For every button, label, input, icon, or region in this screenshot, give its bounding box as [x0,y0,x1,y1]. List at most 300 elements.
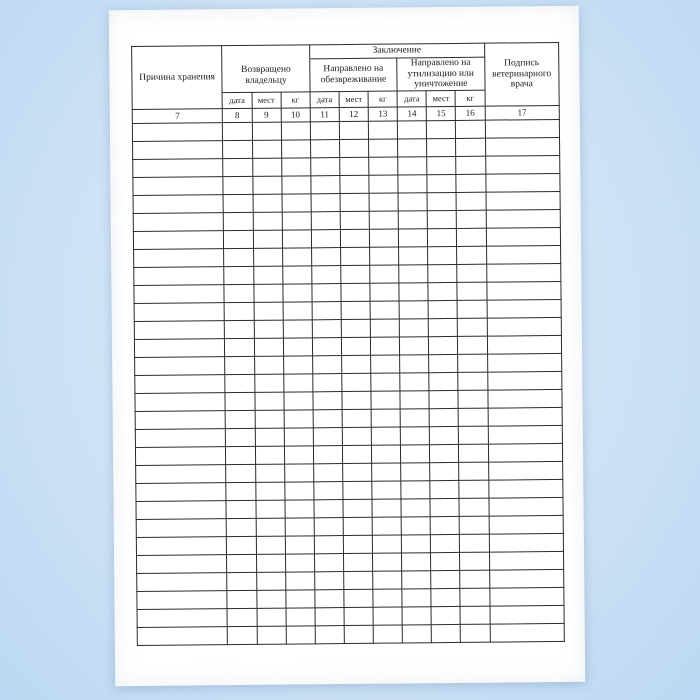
table-cell[interactable] [459,408,488,426]
table-cell[interactable] [369,157,398,175]
table-cell[interactable] [488,425,563,444]
table-cell[interactable] [487,299,562,318]
table-cell[interactable] [256,572,285,590]
table-cell[interactable] [489,569,564,588]
table-cell[interactable] [458,354,487,372]
table-cell[interactable] [135,447,226,466]
table-cell[interactable] [457,264,486,282]
table-cell[interactable] [427,174,456,192]
table-cell[interactable] [400,373,429,391]
table-cell[interactable] [254,392,283,410]
table-cell[interactable] [371,355,400,373]
table-cell[interactable] [343,481,372,499]
table-cell[interactable] [457,300,486,318]
table-cell[interactable] [344,607,373,625]
table-cell[interactable] [227,572,256,590]
table-cell[interactable] [257,626,286,644]
table-cell[interactable] [225,356,254,374]
table-cell[interactable] [400,427,429,445]
table-cell[interactable] [486,191,561,210]
table-cell[interactable] [342,391,371,409]
table-cell[interactable] [227,608,256,626]
table-cell[interactable] [457,246,486,264]
table-cell[interactable] [136,519,227,538]
table-cell[interactable] [252,122,281,140]
table-cell[interactable] [340,211,369,229]
table-cell[interactable] [370,337,399,355]
table-cell[interactable] [313,445,342,463]
table-cell[interactable] [223,122,252,140]
table-cell[interactable] [310,139,339,157]
table-cell[interactable] [456,120,485,138]
table-cell[interactable] [135,375,226,394]
table-cell[interactable] [133,177,224,196]
table-cell[interactable] [431,534,460,552]
table-cell[interactable] [314,553,343,571]
table-cell[interactable] [401,463,430,481]
table-cell[interactable] [400,337,429,355]
table-cell[interactable] [340,157,369,175]
table-cell[interactable] [341,301,370,319]
table-cell[interactable] [400,409,429,427]
table-cell[interactable] [372,517,401,535]
table-cell[interactable] [313,427,342,445]
table-cell[interactable] [282,248,311,266]
table-cell[interactable] [486,227,561,246]
table-cell[interactable] [339,121,368,139]
table-cell[interactable] [311,175,340,193]
table-cell[interactable] [311,247,340,265]
table-cell[interactable] [430,498,459,516]
table-cell[interactable] [253,266,282,284]
table-cell[interactable] [399,301,428,319]
table-cell[interactable] [342,355,371,373]
table-cell[interactable] [373,553,402,571]
table-cell[interactable] [398,157,427,175]
table-cell[interactable] [135,393,226,412]
table-cell[interactable] [370,283,399,301]
table-cell[interactable] [460,606,489,624]
table-cell[interactable] [459,480,488,498]
table-cell[interactable] [252,140,281,158]
table-cell[interactable] [339,139,368,157]
table-cell[interactable] [312,265,341,283]
table-cell[interactable] [340,193,369,211]
table-cell[interactable] [226,428,255,446]
table-cell[interactable] [226,482,255,500]
table-cell[interactable] [223,194,252,212]
table-cell[interactable] [253,212,282,230]
table-cell[interactable] [489,515,564,534]
table-cell[interactable] [314,535,343,553]
table-row[interactable] [137,623,564,645]
table-cell[interactable] [223,176,252,194]
table-cell[interactable] [488,479,563,498]
table-cell[interactable] [486,281,561,300]
table-cell[interactable] [428,264,457,282]
table-cell[interactable] [282,176,311,194]
table-cell[interactable] [427,192,456,210]
table-cell[interactable] [458,390,487,408]
table-cell[interactable] [369,175,398,193]
table-cell[interactable] [402,607,431,625]
table-cell[interactable] [282,194,311,212]
table-cell[interactable] [402,625,431,643]
table-cell[interactable] [460,588,489,606]
table-cell[interactable] [487,335,562,354]
table-cell[interactable] [137,609,228,628]
table-cell[interactable] [255,410,284,428]
table-cell[interactable] [401,517,430,535]
table-cell[interactable] [312,355,341,373]
table-cell[interactable] [372,499,401,517]
table-cell[interactable] [257,608,286,626]
table-cell[interactable] [223,140,252,158]
table-cell[interactable] [342,373,371,391]
table-cell[interactable] [224,248,253,266]
table-cell[interactable] [314,517,343,535]
table-cell[interactable] [485,137,560,156]
table-cell[interactable] [344,589,373,607]
table-cell[interactable] [428,210,457,228]
table-cell[interactable] [312,283,341,301]
table-cell[interactable] [489,533,564,552]
table-cell[interactable] [402,589,431,607]
table-cell[interactable] [133,141,224,160]
table-cell[interactable] [255,446,284,464]
table-cell[interactable] [428,300,457,318]
table-cell[interactable] [281,122,310,140]
table-cell[interactable] [253,284,282,302]
table-cell[interactable] [398,211,427,229]
table-cell[interactable] [461,624,490,642]
table-cell[interactable] [226,464,255,482]
table-cell[interactable] [430,426,459,444]
table-cell[interactable] [225,320,254,338]
table-cell[interactable] [372,535,401,553]
table-cell[interactable] [285,518,314,536]
table-cell[interactable] [399,229,428,247]
table-cell[interactable] [371,427,400,445]
table-cell[interactable] [343,517,372,535]
table-cell[interactable] [490,623,565,642]
table-cell[interactable] [228,626,257,644]
table-cell[interactable] [286,608,315,626]
table-cell[interactable] [283,374,312,392]
table-cell[interactable] [428,282,457,300]
table-cell[interactable] [369,229,398,247]
table-cell[interactable] [371,445,400,463]
table-cell[interactable] [399,265,428,283]
table-cell[interactable] [310,157,339,175]
table-cell[interactable] [136,537,227,556]
table-cell[interactable] [341,283,370,301]
table-cell[interactable] [282,212,311,230]
table-cell[interactable] [342,409,371,427]
table-cell[interactable] [485,173,560,192]
table-cell[interactable] [427,120,456,138]
table-cell[interactable] [486,245,561,264]
table-cell[interactable] [429,354,458,372]
table-cell[interactable] [253,230,282,248]
table-cell[interactable] [489,497,564,516]
table-cell[interactable] [341,319,370,337]
table-cell[interactable] [226,446,255,464]
table-cell[interactable] [428,228,457,246]
table-cell[interactable] [340,247,369,265]
table-cell[interactable] [488,461,563,480]
table-cell[interactable] [429,390,458,408]
table-cell[interactable] [401,445,430,463]
table-cell[interactable] [136,501,227,520]
table-cell[interactable] [430,480,459,498]
table-cell[interactable] [373,625,402,643]
table-cell[interactable] [460,534,489,552]
table-cell[interactable] [285,500,314,518]
table-cell[interactable] [285,536,314,554]
table-cell[interactable] [285,590,314,608]
table-cell[interactable] [254,374,283,392]
table-cell[interactable] [456,138,485,156]
table-cell[interactable] [487,371,562,390]
table-cell[interactable] [459,462,488,480]
table-cell[interactable] [134,321,225,340]
table-cell[interactable] [457,210,486,228]
table-cell[interactable] [340,229,369,247]
table-cell[interactable] [225,392,254,410]
table-cell[interactable] [256,590,285,608]
table-cell[interactable] [341,265,370,283]
table-cell[interactable] [314,499,343,517]
table-cell[interactable] [342,445,371,463]
table-cell[interactable] [371,391,400,409]
table-cell[interactable] [312,319,341,337]
table-cell[interactable] [487,353,562,372]
table-cell[interactable] [343,535,372,553]
table-cell[interactable] [401,481,430,499]
table-cell[interactable] [282,266,311,284]
table-cell[interactable] [286,626,315,644]
table-cell[interactable] [372,481,401,499]
table-cell[interactable] [460,570,489,588]
table-cell[interactable] [314,481,343,499]
table-cell[interactable] [488,407,563,426]
table-cell[interactable] [283,302,312,320]
table-cell[interactable] [458,318,487,336]
table-cell[interactable] [310,121,339,139]
table-cell[interactable] [135,411,226,430]
table-cell[interactable] [343,553,372,571]
table-cell[interactable] [284,464,313,482]
table-cell[interactable] [225,338,254,356]
table-cell[interactable] [459,426,488,444]
table-cell[interactable] [429,318,458,336]
table-cell[interactable] [134,267,225,286]
table-cell[interactable] [370,265,399,283]
table-cell[interactable] [285,572,314,590]
table-cell[interactable] [227,554,256,572]
table-cell[interactable] [255,482,284,500]
table-cell[interactable] [314,571,343,589]
table-cell[interactable] [456,174,485,192]
table-cell[interactable] [398,175,427,193]
table-cell[interactable] [134,339,225,358]
table-cell[interactable] [399,319,428,337]
table-cell[interactable] [402,571,431,589]
table-cell[interactable] [431,570,460,588]
table-cell[interactable] [224,284,253,302]
table-cell[interactable] [284,482,313,500]
table-cell[interactable] [431,552,460,570]
table-cell[interactable] [369,193,398,211]
table-cell[interactable] [400,355,429,373]
table-cell[interactable] [137,591,228,610]
table-cell[interactable] [283,338,312,356]
table-cell[interactable] [135,357,226,376]
table-cell[interactable] [133,213,224,232]
table-cell[interactable] [343,463,372,481]
table-cell[interactable] [224,302,253,320]
table-cell[interactable] [282,230,311,248]
table-cell[interactable] [254,356,283,374]
table-cell[interactable] [431,606,460,624]
table-cell[interactable] [285,554,314,572]
table-cell[interactable] [283,320,312,338]
table-cell[interactable] [485,155,560,174]
table-cell[interactable] [252,176,281,194]
table-cell[interactable] [431,624,460,642]
table-cell[interactable] [227,518,256,536]
table-cell[interactable] [486,263,561,282]
table-cell[interactable] [224,212,253,230]
table-cell[interactable] [312,337,341,355]
table-cell[interactable] [430,444,459,462]
table-cell[interactable] [399,247,428,265]
table-cell[interactable] [313,373,342,391]
table-cell[interactable] [224,230,253,248]
table-cell[interactable] [430,462,459,480]
table-cell[interactable] [343,499,372,517]
table-cell[interactable] [344,625,373,643]
table-cell[interactable] [315,625,344,643]
table-cell[interactable] [133,231,224,250]
table-cell[interactable] [254,302,283,320]
table-cell[interactable] [313,463,342,481]
table-cell[interactable] [373,571,402,589]
table-cell[interactable] [313,391,342,409]
table-cell[interactable] [256,536,285,554]
table-cell[interactable] [457,228,486,246]
table-cell[interactable] [398,139,427,157]
table-cell[interactable] [255,428,284,446]
table-cell[interactable] [134,249,225,268]
table-cell[interactable] [313,409,342,427]
table-cell[interactable] [370,319,399,337]
table-cell[interactable] [460,516,489,534]
table-cell[interactable] [428,246,457,264]
table-cell[interactable] [134,303,225,322]
table-cell[interactable] [256,500,285,518]
table-cell[interactable] [137,627,228,646]
table-cell[interactable] [429,372,458,390]
table-cell[interactable] [312,301,341,319]
table-cell[interactable] [253,248,282,266]
table-cell[interactable] [315,589,344,607]
table-cell[interactable] [489,551,564,570]
table-cell[interactable] [458,372,487,390]
table-cell[interactable] [398,121,427,139]
table-cell[interactable] [284,392,313,410]
table-cell[interactable] [459,444,488,462]
table-cell[interactable] [225,374,254,392]
table-cell[interactable] [427,156,456,174]
table-cell[interactable] [490,605,565,624]
table-cell[interactable] [371,409,400,427]
table-cell[interactable] [369,139,398,157]
table-cell[interactable] [487,317,562,336]
table-cell[interactable] [370,301,399,319]
table-cell[interactable] [458,336,487,354]
table-cell[interactable] [137,555,228,574]
table-cell[interactable] [226,410,255,428]
table-cell[interactable] [460,552,489,570]
table-cell[interactable] [136,465,227,484]
table-cell[interactable] [485,119,560,138]
table-cell[interactable] [340,175,369,193]
table-cell[interactable] [373,589,402,607]
table-cell[interactable] [342,427,371,445]
table-cell[interactable] [368,121,397,139]
table-cell[interactable] [400,391,429,409]
table-cell[interactable] [489,587,564,606]
table-cell[interactable] [135,429,226,448]
table-cell[interactable] [311,193,340,211]
table-cell[interactable] [456,156,485,174]
table-cell[interactable] [255,464,284,482]
table-cell[interactable] [283,356,312,374]
table-cell[interactable] [401,499,430,517]
table-cell[interactable] [227,536,256,554]
table-cell[interactable] [488,389,563,408]
table-cell[interactable] [311,211,340,229]
table-cell[interactable] [284,428,313,446]
table-cell[interactable] [133,159,224,178]
table-cell[interactable] [256,554,285,572]
table-cell[interactable] [429,408,458,426]
table-cell[interactable] [486,209,561,228]
table-cell[interactable] [370,247,399,265]
table-cell[interactable] [283,284,312,302]
table-cell[interactable] [253,194,282,212]
table-cell[interactable] [224,266,253,284]
table-cell[interactable] [254,320,283,338]
table-cell[interactable] [256,518,285,536]
table-cell[interactable] [284,410,313,428]
table-cell[interactable] [398,193,427,211]
table-cell[interactable] [133,195,224,214]
table-cell[interactable] [456,192,485,210]
table-cell[interactable] [284,446,313,464]
table-cell[interactable] [137,573,228,592]
table-cell[interactable] [401,535,430,553]
table-cell[interactable] [281,140,310,158]
table-cell[interactable] [399,283,428,301]
table-cell[interactable] [402,553,431,571]
table-cell[interactable] [134,285,225,304]
table-cell[interactable] [223,158,252,176]
table-cell[interactable] [254,338,283,356]
table-cell[interactable] [372,463,401,481]
